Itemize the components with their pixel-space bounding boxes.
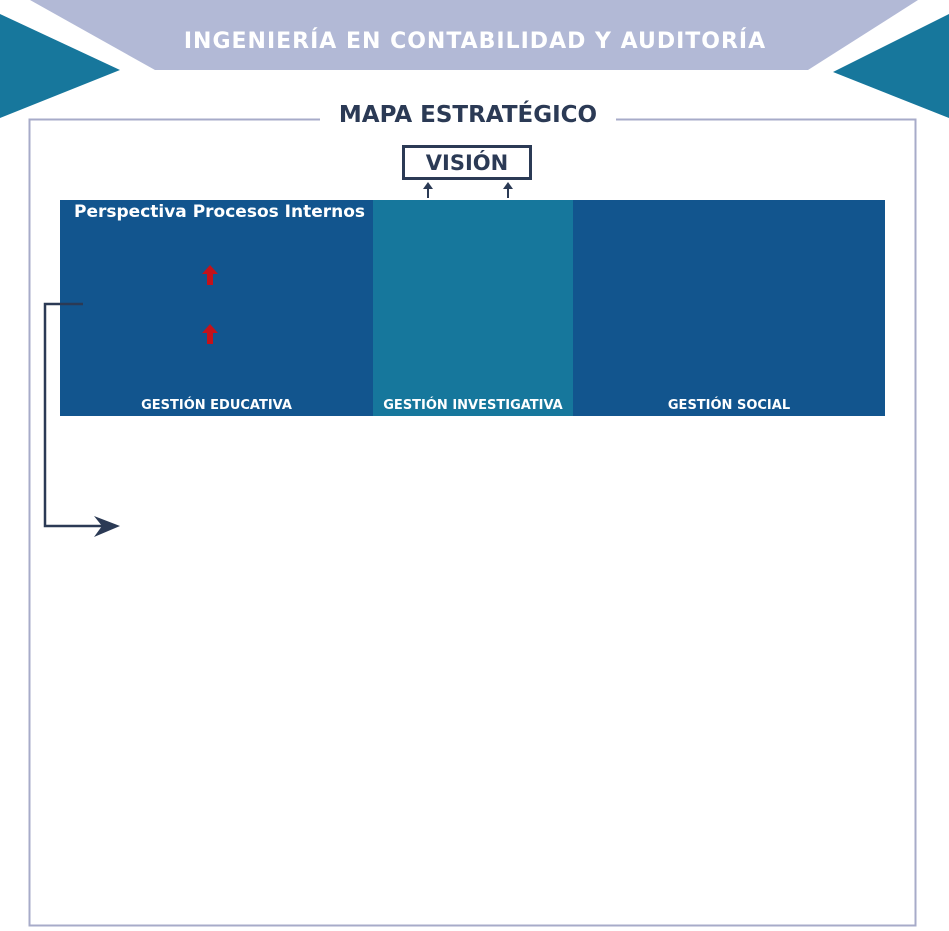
vision-box: VISIÓN <box>402 145 532 180</box>
map-title: MAPA ESTRATÉGICO <box>320 98 616 132</box>
arrow-up-icon <box>420 181 436 199</box>
red-arrow-up-icon <box>200 323 220 345</box>
connector-arrow-icon <box>40 298 130 544</box>
panel-gestion-social <box>573 200 885 416</box>
perspective-title: Perspectiva Procesos Internos <box>74 202 366 222</box>
column-label-educativa: GESTIÓN EDUCATIVA <box>141 398 292 413</box>
column-label-investigativa: GESTIÓN INVESTIGATIVA <box>383 398 563 413</box>
panel-gestion-investigativa <box>373 200 573 416</box>
arrow-up-icon <box>500 181 516 199</box>
red-arrow-up-icon <box>200 264 220 286</box>
program-title: INGENIERÍA EN CONTABILIDAD Y AUDITORÍA <box>183 28 767 54</box>
column-label-social: GESTIÓN SOCIAL <box>667 398 791 413</box>
